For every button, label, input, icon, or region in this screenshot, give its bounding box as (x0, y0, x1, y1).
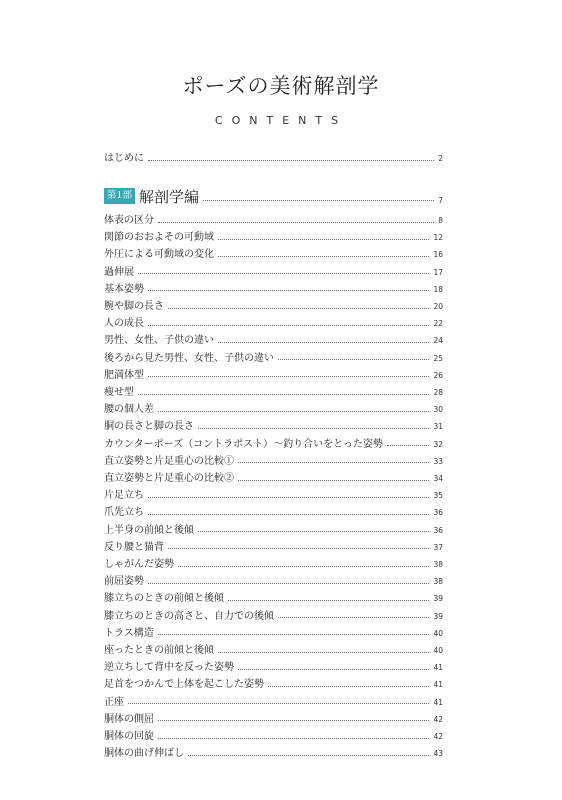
toc-page: 34 (433, 474, 443, 483)
toc-label: 正座 (104, 696, 124, 708)
toc-label: 関節のおおよその可動域 (104, 232, 214, 244)
leader-dots (148, 514, 429, 515)
toc-page: 20 (433, 302, 443, 311)
toc-page: 17 (433, 267, 443, 277)
toc-entry[interactable] (104, 524, 443, 538)
toc-page: 41 (433, 680, 443, 690)
chapter-page: 7 (438, 195, 443, 205)
toc-entry[interactable] (104, 231, 443, 245)
leader-dots (387, 445, 430, 446)
toc-page: 38 (433, 577, 443, 587)
toc-entry[interactable] (104, 317, 443, 331)
leader-dots (148, 290, 429, 291)
toc-entry[interactable] (104, 661, 443, 675)
toc-label: 直立姿勢と片足重心の比較② (104, 473, 234, 484)
toc-page: 30 (433, 405, 443, 415)
leader-dots (168, 308, 429, 309)
toc-page: 41 (433, 663, 443, 673)
toc-entry[interactable] (104, 472, 443, 486)
leader-dots (238, 669, 429, 670)
toc-label: 前屈姿勢 (104, 576, 144, 588)
toc-label: 男性、女性、子供の違い (104, 335, 214, 347)
toc-entry[interactable] (104, 214, 443, 228)
toc-page: 25 (433, 353, 443, 363)
toc-page: 40 (433, 628, 443, 638)
toc-label: しゃがんだ姿勢 (104, 559, 174, 570)
toc-page: 42 (433, 714, 443, 724)
toc-entry[interactable] (104, 713, 443, 727)
toc-entry[interactable] (104, 747, 443, 761)
toc-label: 人の成長 (104, 318, 144, 330)
leader-dots (238, 480, 429, 481)
toc-label: 体表の区分 (104, 215, 154, 226)
toc-label: トラス構造 (104, 627, 154, 639)
leader-dots (198, 531, 429, 532)
toc-entry[interactable] (104, 644, 443, 658)
leader-dots (218, 652, 429, 653)
toc-page: 33 (433, 456, 443, 466)
toc-label: 反り腰と猫背 (104, 541, 164, 553)
toc-entry[interactable] (104, 248, 443, 262)
toc-label: 腰の個人差 (104, 404, 154, 416)
toc-page: 32 (433, 439, 443, 449)
toc-entry[interactable] (104, 696, 443, 710)
toc-label: 過伸展 (104, 266, 134, 278)
leader-dots (158, 411, 429, 412)
toc-page: 16 (433, 250, 443, 260)
leader-dots (158, 222, 434, 223)
toc-entry[interactable] (104, 592, 443, 606)
toc-entry[interactable] (104, 730, 443, 744)
toc-entry[interactable] (104, 558, 443, 572)
toc-page: 40 (433, 646, 443, 655)
leader-dots (268, 686, 429, 687)
toc-entry[interactable] (104, 334, 443, 348)
toc-label: 膝立ちのときの前傾と後傾 (104, 593, 224, 605)
chapter-heading[interactable] (104, 186, 443, 206)
toc-label: 胴体の回旋 (104, 731, 154, 742)
leader-dots (168, 548, 429, 549)
leader-dots (228, 600, 429, 601)
toc-page: 22 (433, 319, 443, 329)
toc-page: 28 (433, 388, 443, 397)
toc-page: 18 (433, 284, 443, 294)
leader-dots (128, 703, 429, 704)
toc-page: 2 (438, 154, 443, 163)
leader-dots (138, 273, 429, 274)
toc-entry[interactable] (104, 300, 443, 314)
toc-label: 直立姿勢と片足重心の比較① (104, 455, 234, 467)
toc-entry[interactable] (104, 438, 443, 452)
leader-dots (218, 256, 429, 257)
toc-label: 痩せ型 (104, 387, 134, 398)
toc-entry[interactable] (104, 266, 443, 280)
toc-page: 37 (433, 542, 443, 552)
toc-label: 爪先立ち (104, 507, 144, 519)
toc-label: 腕や脚の長さ (104, 301, 164, 312)
toc-page: 39 (433, 594, 443, 604)
toc-label: 胴体の曲げ伸ばし (104, 748, 184, 760)
chapter-badge: 第1部 (104, 188, 135, 204)
toc-page: 42 (433, 732, 443, 741)
toc-entry[interactable] (104, 283, 443, 297)
toc-intro[interactable] (104, 152, 443, 166)
toc-page: 8 (438, 216, 443, 225)
toc-page: 36 (433, 525, 443, 535)
toc-entry[interactable] (104, 506, 443, 520)
toc-entry[interactable] (104, 420, 443, 434)
toc-label: 胴の長さと脚の長さ (104, 421, 194, 433)
toc-label: 胴体の側屈 (104, 713, 154, 725)
leader-dots (178, 566, 429, 567)
leader-dots (148, 497, 429, 498)
toc-entry[interactable] (104, 575, 443, 589)
chapter-title: 解剖学編 (139, 187, 200, 206)
leader-dots (148, 583, 429, 584)
leader-dots (218, 239, 429, 240)
toc-entry[interactable] (104, 489, 443, 503)
toc-entry[interactable] (104, 369, 443, 383)
toc-entry[interactable] (104, 455, 443, 469)
leader-dots (158, 738, 429, 739)
leader-dots (238, 462, 429, 463)
toc-entry[interactable] (104, 403, 443, 417)
leader-dots (203, 200, 434, 201)
leader-dots (278, 617, 429, 618)
toc-entry[interactable] (104, 541, 443, 555)
toc-label: 後ろから見た男性、女性、子供の違い (104, 352, 274, 364)
leader-dots (148, 325, 429, 326)
leader-dots (148, 376, 429, 377)
contents-heading: CONTENTS (214, 114, 348, 127)
leader-dots (188, 755, 429, 756)
toc-page: 31 (433, 422, 443, 432)
toc-page: 36 (433, 508, 443, 518)
leader-dots (138, 394, 429, 395)
leader-dots (158, 720, 429, 721)
toc-page: 39 (433, 611, 443, 621)
toc-label: 座ったときの前傾と後傾 (104, 645, 214, 656)
toc-label: 逆立ちして背中を反った姿勢 (104, 662, 234, 674)
toc-page: 41 (433, 697, 443, 707)
toc-page: 43 (433, 749, 443, 759)
leader-dots (158, 634, 430, 635)
toc-entry[interactable] (104, 627, 443, 641)
leader-dots (198, 428, 429, 429)
toc-label: 肥満体型 (104, 369, 144, 381)
toc-label: 膝立ちのときの高さと、自力での後傾 (104, 610, 274, 622)
toc-label: 片足立ち (104, 490, 144, 502)
toc-page: 24 (433, 336, 443, 346)
toc-page: 26 (433, 370, 443, 380)
book-title: ポーズの美術解剖学 (182, 74, 380, 98)
toc-page: 12 (433, 233, 443, 243)
toc-label: カウンターポーズ（コントラポスト）～釣り合いをとった姿勢 (104, 438, 383, 450)
toc-label: 外圧による可動域の変化 (104, 249, 214, 261)
leader-dots (218, 342, 429, 343)
toc-label: 基本姿勢 (104, 283, 144, 295)
toc-entry[interactable] (104, 678, 443, 692)
toc-label: 足首をつかんで上体を起こした姿勢 (104, 679, 264, 691)
toc-page: 35 (433, 491, 443, 501)
toc-entry[interactable] (104, 352, 443, 366)
toc-entry[interactable] (104, 386, 443, 400)
toc-label: はじめに (104, 153, 144, 164)
toc-entry[interactable] (104, 610, 443, 624)
leader-dots (148, 160, 434, 161)
toc-page: 38 (433, 560, 443, 569)
leader-dots (278, 359, 429, 360)
toc-label: 上半身の前傾と後傾 (104, 524, 194, 536)
